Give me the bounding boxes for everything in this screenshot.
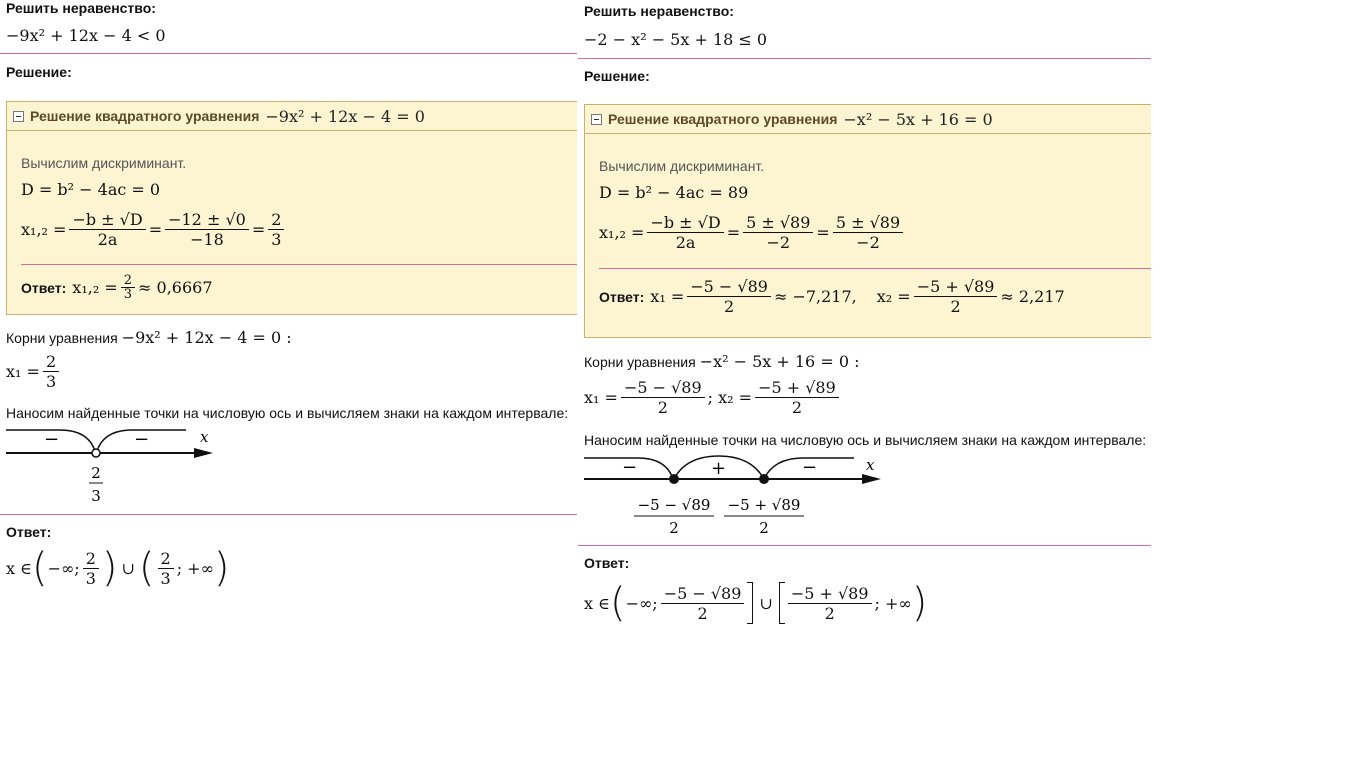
fraction: [914, 277, 998, 316]
task-label: Решить неравенство:: [6, 0, 156, 16]
fraction: [661, 584, 745, 623]
root1-lhs: x₁ =: [584, 388, 618, 407]
open-point: [92, 449, 100, 457]
fraction: [69, 210, 145, 249]
paren-open: (: [609, 580, 626, 626]
discriminant-value: D = b² − 4ac = 89: [599, 183, 749, 202]
roots-lhs: x₁,₂ =: [21, 220, 67, 239]
box-equation: −x² − 5x + 16 = 0: [843, 109, 993, 129]
fraction: [43, 352, 59, 391]
box-answer: [21, 274, 577, 301]
equals: =: [148, 220, 163, 239]
fraction: [158, 549, 174, 588]
root1-lhs: x₁ =: [6, 362, 40, 381]
numerator: 2: [43, 352, 59, 372]
denominator: 2a: [97, 230, 118, 249]
denominator: 3: [123, 287, 133, 302]
point-numerator: −5 − √89: [637, 496, 711, 514]
denominator: −2: [766, 233, 791, 252]
denominator: 3: [45, 372, 57, 391]
denominator: 2: [697, 603, 708, 623]
fraction: [755, 378, 839, 417]
solution-label: Решение:: [6, 64, 72, 80]
collapse-icon[interactable]: [13, 111, 24, 122]
arc: [638, 458, 673, 479]
axis-variable: x: [866, 456, 875, 474]
quadratic-solution-box: [6, 101, 577, 315]
denominator: 2a: [675, 233, 696, 252]
numerator: 2: [121, 274, 135, 288]
denominator: −2: [856, 233, 880, 252]
numerator: −5 + √89: [788, 584, 872, 604]
quadratic-solution-box: [584, 104, 1151, 338]
arc: [60, 430, 95, 451]
task-label: Решить неравенство:: [584, 3, 734, 19]
solution-label: Решение:: [584, 68, 650, 84]
answer-label: Ответ:: [21, 279, 67, 296]
numerator: 2: [158, 549, 174, 569]
number-line: [0, 424, 230, 510]
answer-lhs: x₁,₂ =: [72, 278, 118, 297]
sign: +: [711, 458, 727, 479]
right-solution-panel: [578, 0, 1151, 636]
point-numerator: −5 + √89: [727, 496, 801, 514]
axis-text: Наносим найденные точки на числовую ось и вычисляем знаки на каждом интервале:: [6, 405, 569, 421]
axis-arrow-icon: [862, 474, 881, 484]
denominator: 2: [724, 297, 735, 316]
fraction: [647, 213, 723, 252]
closed-point: [759, 474, 769, 484]
equals: =: [251, 220, 266, 239]
union: ∪: [121, 558, 135, 578]
box-title: Решение квадратного уравнения: [608, 111, 838, 127]
discriminant-value: D = b² − 4ac = 0: [21, 180, 161, 199]
roots-line: [6, 328, 292, 347]
fraction: [788, 584, 872, 623]
roots-text: Корни уравнения: [6, 329, 118, 346]
box-divider: [21, 264, 577, 265]
paren-close: ): [213, 545, 230, 591]
fraction: [621, 378, 705, 417]
axis-variable: x: [200, 428, 209, 446]
numerator: 5 ± √89: [743, 213, 813, 233]
paren-open: (: [138, 545, 155, 591]
bracket-open: [779, 582, 785, 624]
numerator: −5 + √89: [755, 378, 839, 398]
roots-line: [584, 352, 859, 371]
fraction: [83, 549, 99, 588]
left-solution-panel: [0, 0, 577, 606]
answer-x2-approx: ≈ 2,217: [1000, 287, 1065, 306]
collapse-icon[interactable]: [591, 114, 602, 125]
answer-approx: ≈ 0,6667: [138, 278, 213, 297]
root-values: [584, 378, 842, 417]
answer-label: Ответ:: [584, 555, 630, 571]
denominator: 2: [657, 398, 668, 417]
pos-inf: ; +∞: [176, 558, 214, 578]
divider: [578, 58, 1151, 59]
roots-lhs: x₁,₂ =: [599, 223, 645, 242]
numerator: −5 + √89: [914, 277, 998, 297]
point-denominator: 2: [669, 519, 679, 537]
denominator: 2: [791, 398, 803, 417]
number-line: [578, 452, 898, 542]
numerator: −5 − √89: [621, 378, 705, 398]
answer-x2-lhs: x₂ =: [876, 287, 911, 306]
divider: [578, 545, 1151, 546]
axis-arrow-icon: [194, 448, 213, 458]
fraction: [687, 277, 771, 316]
point-numerator: 2: [91, 464, 101, 482]
discriminant-text: Вычислим дискриминант.: [599, 158, 765, 174]
denominator: −18: [190, 230, 224, 249]
fraction: [833, 213, 903, 252]
sign: −: [802, 457, 818, 478]
numerator: −12 ± √0: [165, 210, 249, 230]
numerator: −b ± √D: [647, 213, 723, 233]
sign: −: [622, 457, 638, 478]
numerator: −5 − √89: [687, 277, 771, 297]
denominator: 2: [824, 603, 835, 623]
roots-text: Корни уравнения: [584, 353, 696, 370]
divider: [0, 514, 577, 515]
equals: =: [726, 223, 741, 242]
root2-lhs: ; x₂ =: [707, 388, 753, 407]
denominator: 3: [160, 568, 171, 588]
answer-label: Ответ:: [599, 288, 645, 305]
fraction: [268, 210, 284, 249]
answer-x1-lhs: x₁ =: [650, 287, 685, 306]
fraction: [743, 213, 813, 252]
numerator: −b ± √D: [69, 210, 145, 230]
inequality: −2 − x² − 5x + 18 ≤ 0: [584, 30, 768, 49]
box-answer: [599, 277, 1151, 316]
inequality: −9x² + 12x − 4 < 0: [6, 26, 166, 45]
denominator: 2: [950, 297, 961, 316]
final-answer: [6, 545, 230, 591]
fraction: [121, 274, 135, 301]
pos-inf: ; +∞: [874, 593, 912, 613]
numerator: 2: [268, 210, 284, 230]
numerator: 5 ± √89: [833, 213, 903, 233]
box-header[interactable]: [7, 102, 577, 131]
denominator: 3: [85, 568, 96, 588]
box-header[interactable]: [585, 105, 1151, 134]
neg-inf: −∞;: [625, 593, 658, 613]
bracket-close: [747, 582, 753, 624]
roots-equation: −9x² + 12x − 4 = 0 :: [121, 328, 292, 347]
root-values: [6, 352, 62, 391]
roots-formula: [599, 213, 1151, 252]
denominator: 3: [271, 230, 282, 249]
point-denominator: 2: [759, 519, 769, 537]
box-divider: [599, 268, 1151, 269]
paren-close: ): [101, 545, 118, 591]
numerator: −5 − √89: [661, 584, 745, 604]
x-in: x ∈: [584, 593, 610, 613]
axis-text: Наносим найденные точки на числовую ось и вычисляем знаки на каждом интервале:: [584, 432, 1147, 448]
divider: [0, 53, 577, 54]
equals: =: [816, 223, 830, 242]
roots-equation: −x² − 5x + 16 = 0 :: [699, 352, 860, 371]
fraction: [165, 210, 249, 249]
discriminant-text: Вычислим дискриминант.: [21, 155, 187, 171]
x-in: x ∈: [6, 558, 32, 578]
closed-point: [669, 474, 679, 484]
union: ∪: [759, 593, 773, 613]
final-answer: [584, 582, 927, 624]
box-title: Решение квадратного уравнения: [30, 108, 260, 124]
answer-label: Ответ:: [6, 524, 52, 540]
answer-x1-approx: ≈ −7,217,: [773, 287, 857, 306]
numerator: 2: [83, 549, 99, 569]
neg-inf: −∞;: [47, 558, 80, 578]
sign: −: [134, 429, 150, 450]
paren-open: (: [31, 545, 48, 591]
roots-formula: [21, 210, 577, 249]
paren-close: ): [911, 580, 928, 626]
sign: −: [44, 429, 60, 450]
box-equation: −9x² + 12x − 4 = 0: [265, 106, 425, 126]
point-denominator: 3: [91, 487, 101, 505]
